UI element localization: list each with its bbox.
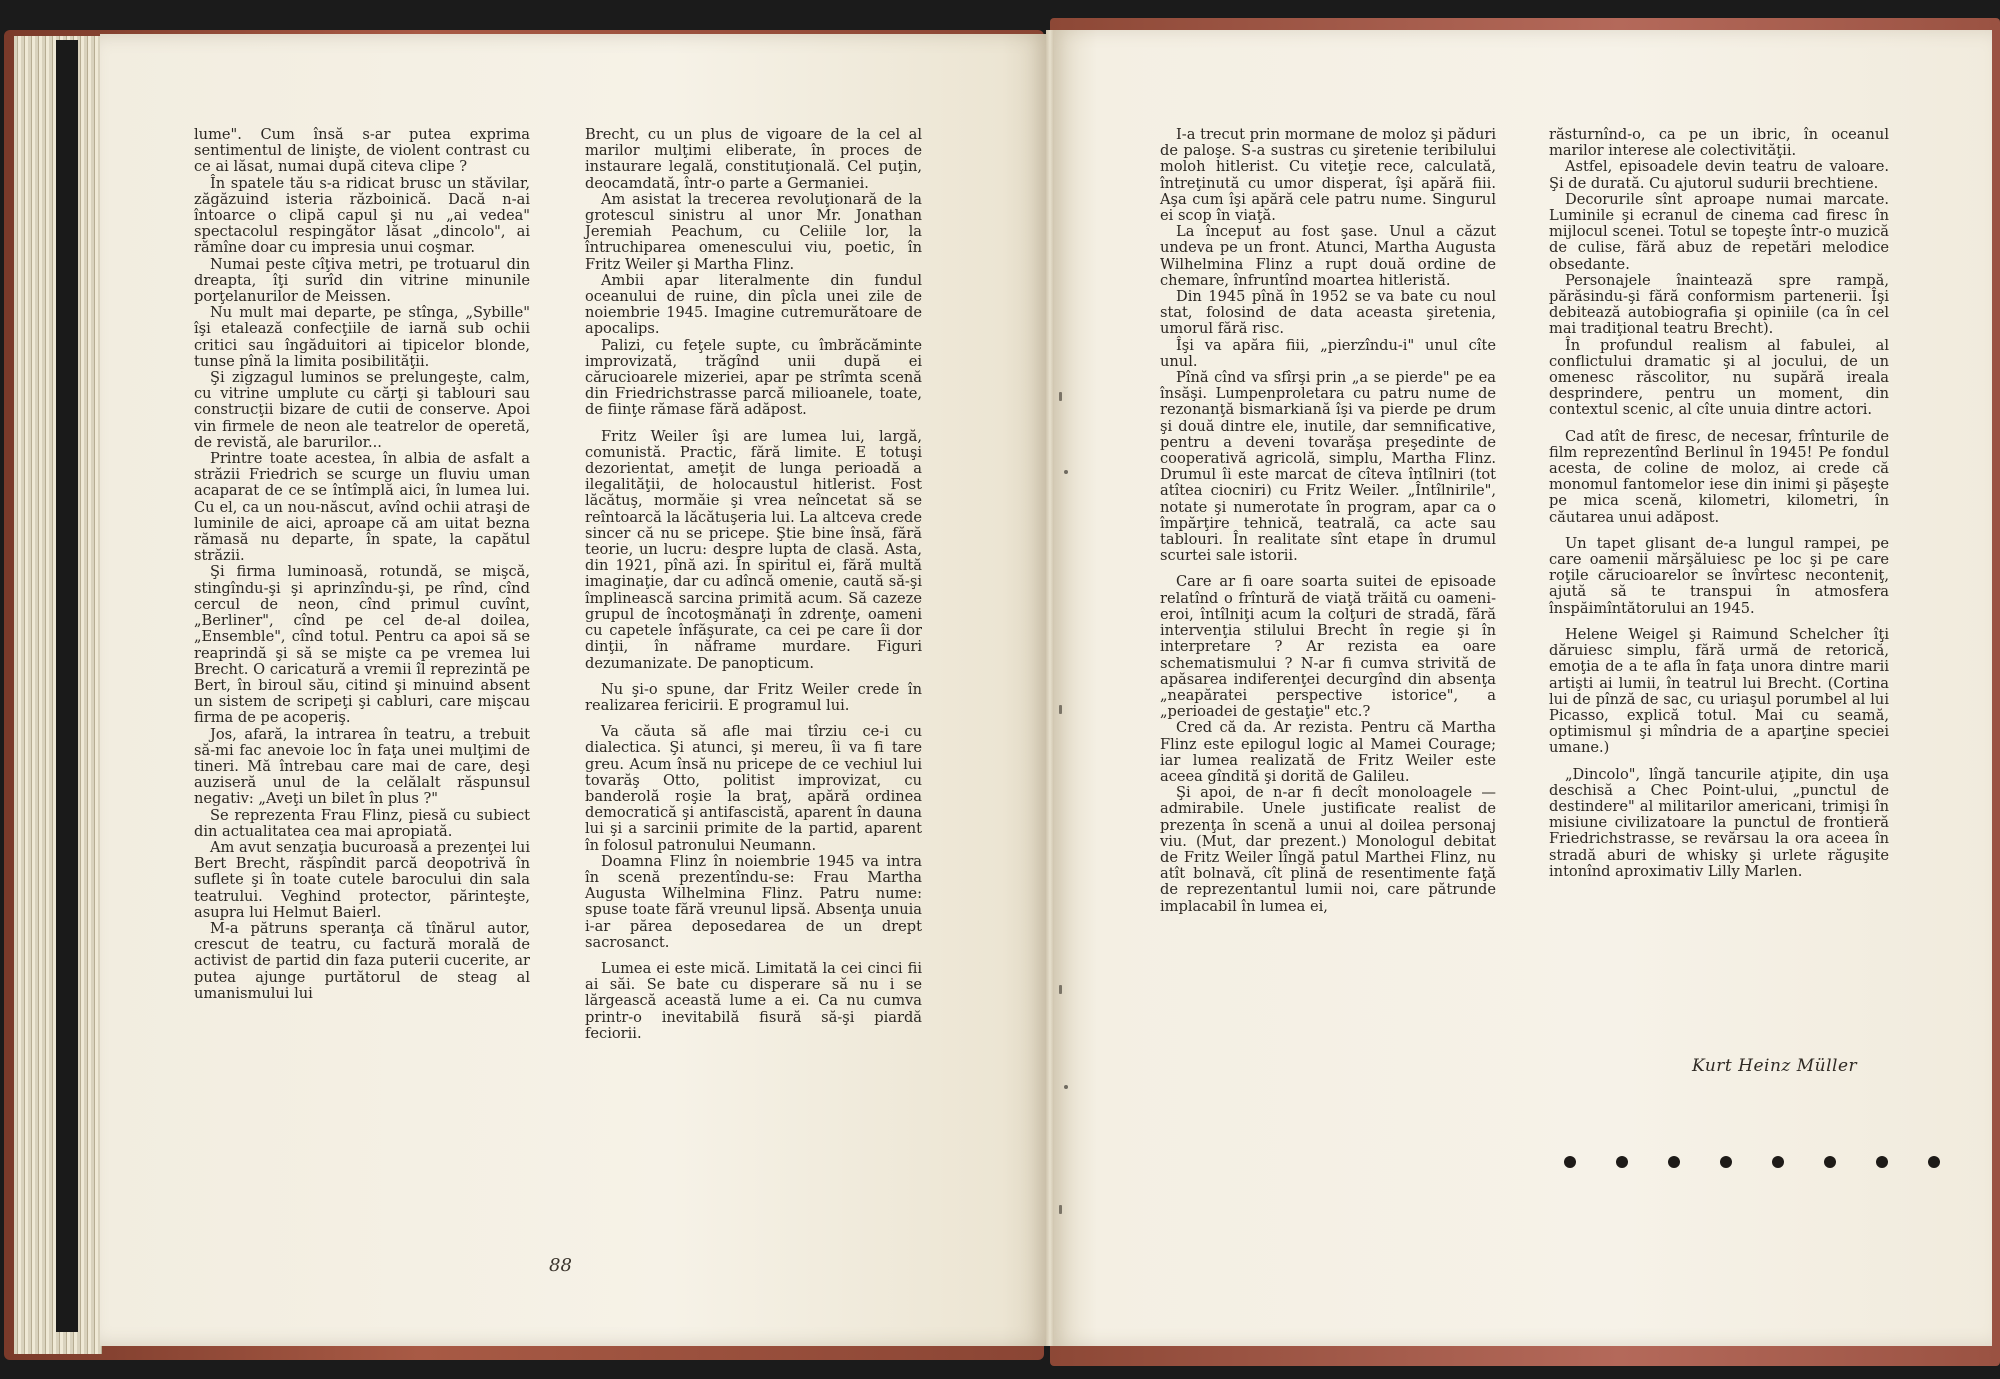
paragraph: Brecht, cu un plus de vigoare de la cel al marilor mulţimi eliberate, în proces de instaurare legală, constituţională. Cel puţin, deocamdată, într-o parte a Germaniei. (585, 126, 922, 192)
paragraph: În profundul realism al fabulei, al conflictului dramatic şi al jocului, de un omenesc răscolitor, nu supără ireala desprindere, pentru un moment, din contextul scenic, al cîte unuia dintre actori. (1549, 336, 1889, 419)
paragraph: „Dincolo", lîngă tancurile aţipite, din uşa deschisă a Chec Point-ului, „punctul de destindere" al militarilor americani, trimişi în misiune civilizatoare la punctul de frontieră Friedrichstrasse, se revărsau la ora aceea în stradă aburi de whisky şi urlete răguşite intonînd aproximativ Lilly Marlen. (1549, 765, 1889, 880)
binding-stitch (1059, 1205, 1062, 1214)
text-column-2 (585, 127, 922, 1042)
paragraph: răsturnînd-o, ca pe un ibric, în oceanul marilor interese ale colectivităţii. (1549, 126, 1889, 160)
paragraph: I-a trecut prin mormane de moloz şi păduri de paloşe. S-a sustras cu şiretenie teribilului moloh hitlerist. Cu viteţie rece, calculată, întreţinută cu umor disperat, îşi apără fiii. Aşa cum îşi apără cele patru nume. Singurul ei scop în viaţă. (1160, 126, 1496, 225)
paragraph: La început au fost şase. Unul a căzut undeva pe un front. Atunci, Martha Augusta Wilhelmina Flinz a rupt două ordine de chemare, înfruntînd moartea hitleristă. (1160, 223, 1496, 289)
paragraph: Din 1945 pînă în 1952 se va bate cu noul stat, folosind de data aceasta şiretenia, umorul fără risc. (1160, 288, 1496, 338)
paragraph: Lumea ei este mică. Limitată la cei cinci fii ai săi. Se bate cu disperare să nu i se lărgească această lume a ei. Ca nu cumva printr-o inevitabilă fisură să-şi piardă feciorii. (585, 959, 922, 1042)
paragraph: Cred că da. Ar rezista. Pentru că Martha Flinz este epilogul logic al Mamei Courage; iar lumea realizată de Fritz Weiler este aceea gîndită şi dorită de Galileu. (1160, 719, 1496, 785)
paragraph: Helene Weigel şi Raimund Schelcher îţi dăruiesc simplu, fără urmă de retorică, emoţia de a te afla în faţa unora dintre marii artişti ai lumii, în teatrul lui Brecht. (Cortina lui de pînză de sac, cu uriaşul porumbel al lui Picasso, explică totul. Mai cu seamă, optimismul şi mîndria de a aparţine speciei umane.) (1549, 625, 1889, 757)
page-speck (1064, 470, 1068, 474)
text-column-4 (1549, 127, 1889, 880)
paragraph: Nu mult mai departe, pe stînga, „Sybille" îşi etalează confecţiile de iarnă sub ochii critici sau îngăduitori ai tipicelor blonde, tunse pînă la limita posibilităţii. (194, 304, 530, 370)
bullet-dot (1668, 1156, 1680, 1168)
binding-stitch (1059, 985, 1062, 994)
paragraph: Am avut senzaţia bucuroasă a prezenţei lui Bert Brecht, răspîndit parcă deopotrivă în suflete şi în toate cutele barocului din sala teatrului. Veghind protector, părinteşte, asupra lui Helmut Baierl. (194, 838, 530, 921)
paragraph: Astfel, episoadele devin teatru de valoare. Şi de durată. Cu ajutorul sudurii brechtiene. (1549, 158, 1889, 192)
paragraph: Nu şi-o spune, dar Fritz Weiler crede în realizarea fericirii. E programul lui. (585, 680, 922, 714)
endpaper-edge (56, 40, 78, 1332)
paragraph: Un tapet glisant de-a lungul rampei, pe care oamenii mărşăluiesc pe loc şi pe care roţile cărucioarelor se învîrtesc neconteniţ, ajută să te transpui în atmosfera înspăimîntătorului an 1945. (1549, 534, 1889, 617)
text-column-3 (1160, 127, 1496, 915)
paragraph: Ambii apar literalmente din fundul oceanului de ruine, din pîcla unei zile de noiembrie 1945. Imagine cutremurătoare de apocalips. (585, 271, 922, 338)
paragraph: Fritz Weiler îşi are lumea lui, largă, comunistă. Practic, fără limite. E totuşi dezorientat, ameţit de lunga perioadă a ilegalităţii, de holocaustul hitlerist. Fost lăcătuş, mormăie şi vrea neîncetat să se reîntoarcă la lăcătuşeria lui. La altceva crede sincer că nu se pricepe. Ştie bine însă, fără teorie, un lucru: despre lupta de clasă. Asta, din 1921, pînă azi. În spiritul ei, fără multă imaginaţie, dar cu adîncă omenie, caută să-şi împlinească sarcina primită acum. Să cazeze grupul de încotoşmănaţi în zdrenţe, oameni cu capetele înfăşurate, ca cei pe care îi dor dinţii, în năframe murdare. Figuri dezumanizate. De panopticum. (585, 427, 922, 672)
text-column-1 (194, 127, 530, 1002)
bullet-dot (1564, 1156, 1576, 1168)
paragraph: În spatele tău s-a ridicat brusc un stăvilar, zăgăzuind isteria războinică. Dacă n-ai întoarce o clipă capul şi nu „ai vedea" spectacolul respingător lăsat „dincolo", ai rămîne doar cu impresia unui coşmar. (194, 174, 530, 257)
bullet-dot (1772, 1156, 1784, 1168)
paragraph: Se reprezenta Frau Flinz, piesă cu subiect din actualitatea cea mai apropiată. (194, 806, 530, 840)
paragraph: Personajele înaintează spre rampă, părăsindu-şi fără conformism partenerii. Îşi debitează autobiografia şi opiniile (ca în cel mai tradiţional teatru Brecht). (1549, 271, 1889, 338)
paragraph: Pînă cînd va sfîrşi prin „a se pierde" pe ea însăşi. Lumpenproletara cu patru nume de rezonanţă bismarkiană îşi va pierde pe drum şi două dintre ele, inutile, dar semnificative, pentru a deveni tovarăşa preşedinte de cooperativă agricolă, simplu, Martha Flinz. Drumul îi este marcat de cîteva întîlniri (tot atîtea ciocniri) cu Fritz Weiler. „Întîlnirile", notate şi numerotate în program, apar ca o împărţire tehnică, teatrală, ca acte sau tablouri. În realitate sînt etape în drumul scurtei sale istorii. (1160, 369, 1496, 565)
page-speck (1064, 1085, 1068, 1089)
paragraph: Cad atît de firesc, de necesar, frînturile de film reprezentînd Berlinul în 1945! Pe fondul acesta, de coline de moloz, ai crede că monomul fantomelor iese din inimi şi păşeşte pe mica scenă, kilometri, kilometri, în căutarea unui adăpost. (1549, 427, 1889, 526)
bullet-dot (1720, 1156, 1732, 1168)
bullet-dot (1824, 1156, 1836, 1168)
bullet-dot (1616, 1156, 1628, 1168)
bullet-dot (1928, 1156, 1940, 1168)
paragraph: Doamna Flinz în noiembrie 1945 va intra în scenă prezentîndu-se: Frau Martha Augusta Wilhelmina Flinz. Patru nume: spuse toate fără vreunul lipsă. Absenţa unuia i-ar părea deposedarea de un drept sacrosanct. (585, 852, 922, 951)
page-number: 88 (549, 1255, 572, 1276)
paragraph: Şi apoi, de n-ar fi decît monoloagele — admirabile. Unele justificate realist de prezenţa în scenă a unui al doilea personaj viu. (Mut, dar prezent.) Monologul debitat de Fritz Weiler lîngă patul Marthei Flinz, nu atît bolnavă, cît plină de resentimente faţă de reprezentantul lumii noi, care pătrunde implacabil în lumea ei, (1160, 784, 1496, 915)
paragraph: Şi zigzagul luminos se prelungeşte, calm, cu vitrine umplute cu cărţi şi tablouri sau construcţii bizare de cutii de conserve. Apoi vin firmele de neon ale teatrelor de operetă, de revistă, ale barurilor... (194, 369, 530, 451)
paragraph: lume". Cum însă s-ar putea exprima sentimentul de linişte, de violent contrast cu ce ai lăsat, numai după citeva clipe ? (194, 126, 530, 176)
paragraph: Am asistat la trecerea revoluţionară de la grotescul sinistru al unor Mr. Jonathan Jeremiah Peachum, cu Celiile lor, la întruchiparea omenescului viu, poetic, în Fritz Weiler şi Martha Flinz. (585, 190, 922, 273)
paragraph: Va căuta să afle mai tîrziu ce-i cu dialectica. Şi atunci, şi mereu, îi va fi tare greu. Acum însă nu pricepe de ce vechiul lui tovarăş Otto, politist improvizat, cu banderolă roşie la braţ, apără ordinea democratică şi antifascistă, aparent în dauna lui şi a sarcinii primite de la partid, aparent în folosul patronului Neumann. (585, 723, 922, 854)
paragraph: Numai peste cîţiva metri, pe trotuarul din dreapta, îţi surîd din vitrine minunile porţelanurilor de Meissen. (194, 255, 530, 306)
paragraph: Decorurile sînt aproape numai marcate. Luminile şi ecranul de cinema cad firesc în mijlocul scenei. Totul se topeşte într-o muzică de culise, fără abuz de repetări melodice obsedante. (1549, 190, 1889, 273)
binding-stitch (1059, 705, 1062, 714)
paragraph: Şi firma luminoasă, rotundă, se mişcă, stingîndu-şi şi aprinzîndu-şi, pe rînd, cînd cercul de neon, cînd primul cuvînt, „Berliner", cînd pe cel de-al doilea, „Ensemble", cînd totul. Pentru ca apoi să se reaprindă şi să se mişte ca pe vremea lui Brecht. O caricatură a vremii îl reprezintă pe Bert, în biroul său, citind şi minuind absent un sistem de scripeţi şi cabluri, care mişcau firma de pe acoperiş. (194, 563, 530, 727)
paragraph: Palizi, cu feţele supte, cu îmbrăcăminte improvizată, trăgînd unii după ei cărucioarele mizeriei, apar pe strîmta scenă din Friedrichstrasse parcă milioanele, toate, de fiinţe rămase fără adăpost. (585, 336, 922, 419)
paragraph: Printre toate acestea, în albia de asfalt a străzii Friedrich se scurge un fluviu uman acaparat de ce se întîmplă aici, în lumea lui. Cu el, ca un nou-născut, avînd ochii atraşi de luminile de aici, aproape că am uitat bezna rămasă nu departe, în spate, la capătul străzii. (194, 450, 530, 565)
book-gutter (1046, 30, 1054, 1346)
author-signature: Kurt Heinz Müller (1692, 1056, 1858, 1076)
bullet-dot (1876, 1156, 1888, 1168)
paragraph: Care ar fi oare soarta suitei de episoade relatînd o frîntură de viaţă trăită cu oameni-eroi, întîlniţi acum la colţuri de stradă, fără intervenţia stilului Brecht în regie şi în interpretare ? Ar rezista ea oare schematismului ? N-ar fi cumva strivită de apăsarea indiferenţei decurgînd din absenţa „neapăratei perspective istorice", a „perioadei de gestaţie" etc.? (1160, 573, 1496, 721)
paragraph: M-a pătruns speranţa că tînărul autor, crescut de teatru, cu factură morală de activist de partid din faza puterii cucerite, ar putea ajunge purtătorul de steag al umanismului lui (194, 919, 530, 1002)
paragraph: Jos, afară, la intrarea în teatru, a trebuit să-mi fac anevoie loc în faţa unei mulţimi de tineri. Mă întrebau care mai de care, deşi auziseră unul de la celălalt răspunsul negativ: „Aveţi un bilet în plus ?" (194, 725, 530, 808)
paragraph: Îşi va apăra fiii, „pierzîndu-i" unul cîte unul. (1160, 336, 1496, 370)
binding-stitch (1059, 392, 1062, 401)
